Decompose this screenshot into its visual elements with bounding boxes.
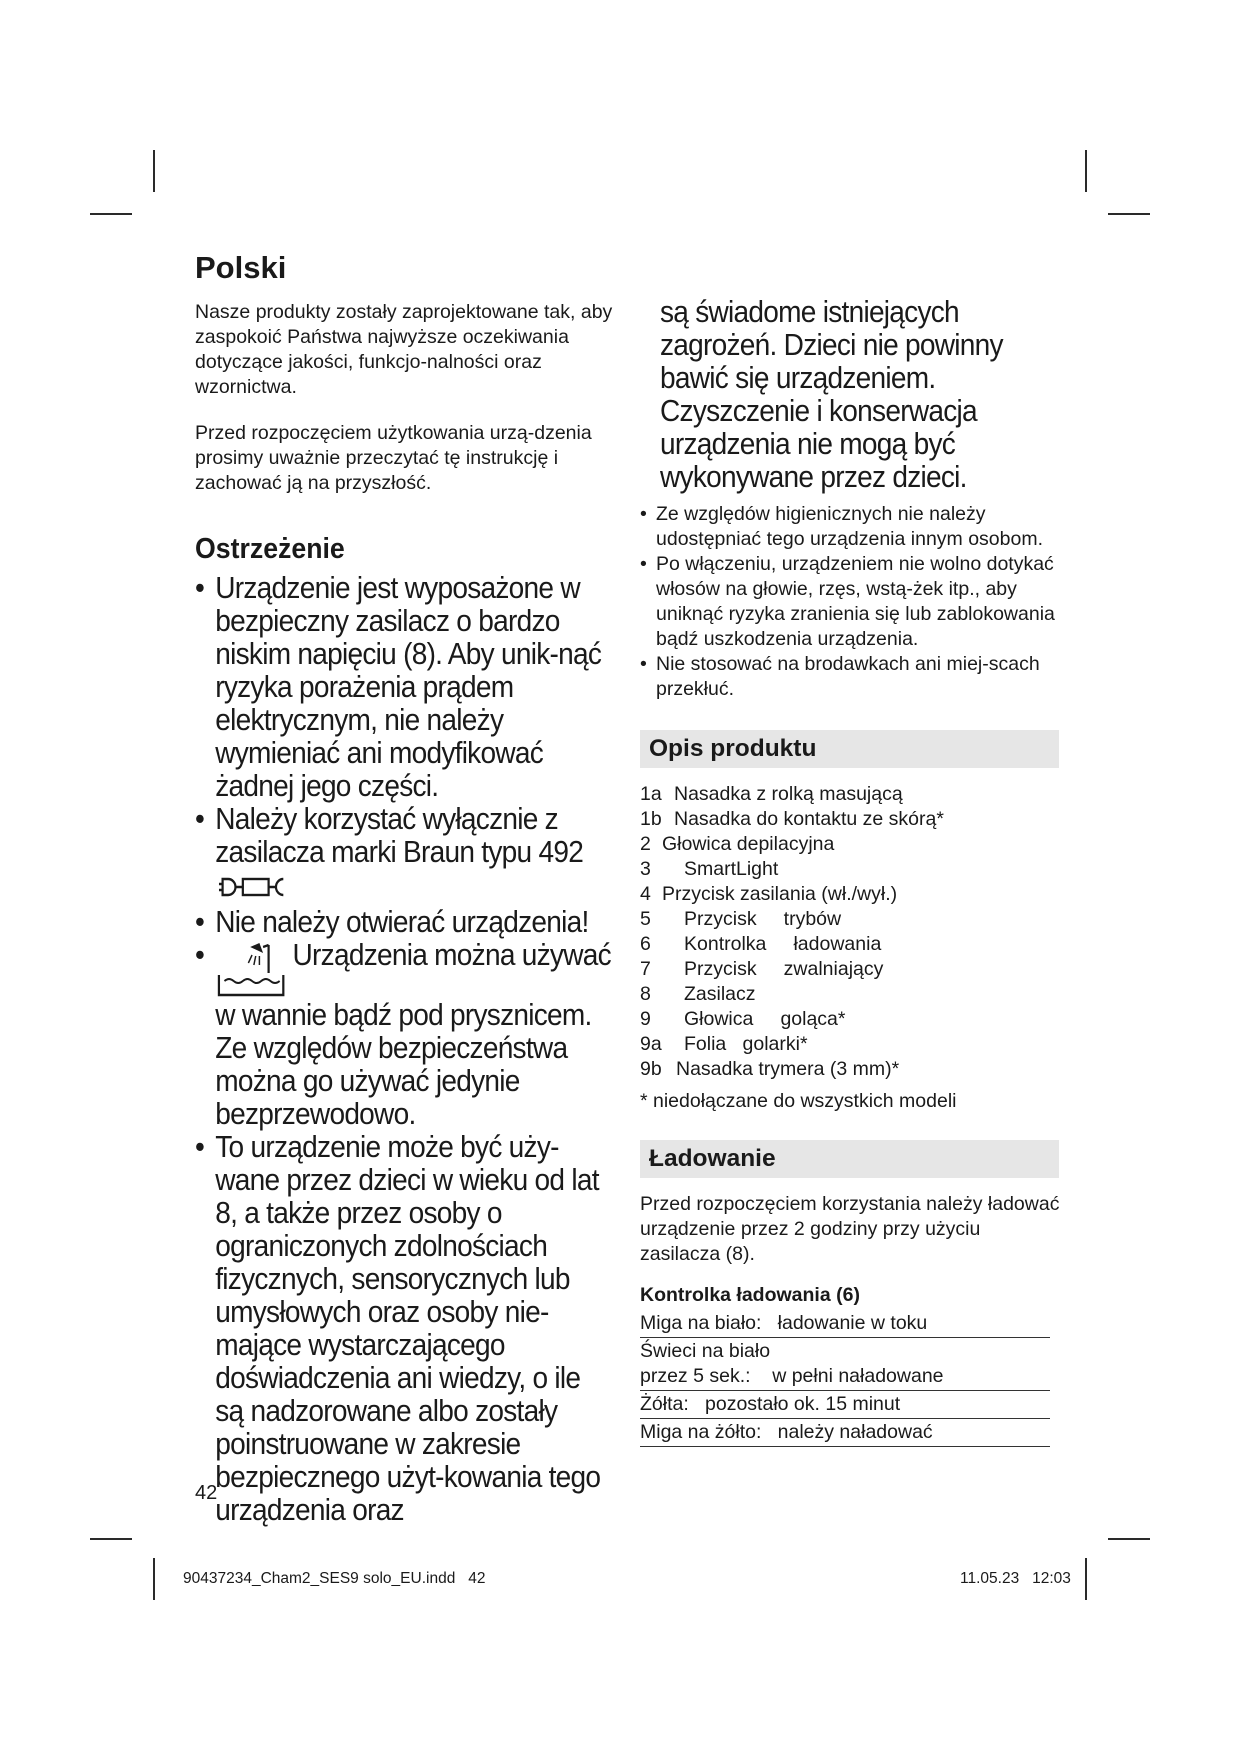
indicator-row: Miga na żółto: należy naładować <box>640 1419 1050 1447</box>
parts-row <box>640 1057 1060 1082</box>
warning-item <box>195 906 612 939</box>
bath-shower-icon <box>215 939 287 999</box>
parts-row <box>640 832 1060 857</box>
warning-continuation: są świadome istniejących zagrożeń. Dzieci nie powinny bawić się urządzeniem. Czyszczenie i konserwacja urządzenia nie mogą być wykonywane przez dzieci. <box>660 295 1003 494</box>
parts-row <box>640 782 1060 807</box>
warning-list <box>195 572 612 1527</box>
date-slug: 11.05.23 12:03 <box>960 1570 1071 1587</box>
charging-indicator-table <box>640 1310 1050 1447</box>
parts-row <box>640 932 1060 957</box>
right-column <box>640 296 1060 1447</box>
warning-item-text: Nie należy otwierać urządzenia! <box>215 905 589 939</box>
part-label: Nasadka do kontaktu ze skórą* <box>674 808 944 830</box>
file-slug: 90437234_Cham2_SES9 solo_EU.indd 42 <box>183 1570 486 1587</box>
part-label: Przycisk zwalniający <box>684 958 884 980</box>
power-supply-symbol-icon <box>219 873 285 906</box>
warning-item <box>195 803 612 906</box>
part-number: 7 <box>640 958 651 980</box>
charging-heading: Ładowanie <box>640 1140 1059 1178</box>
part-number: 5 <box>640 908 651 930</box>
part-number: 4 <box>640 883 651 905</box>
hygiene-list <box>640 502 1060 702</box>
parts-row <box>640 882 1060 907</box>
crop-mark <box>153 1558 155 1600</box>
parts-row <box>640 982 1060 1007</box>
part-label: Przycisk trybów <box>684 908 842 930</box>
warning-item <box>195 572 612 803</box>
product-description-heading: Opis produktu <box>640 730 1059 768</box>
warning-item-text: Urządzenia można używać w wannie bądź pod prysznicem. Ze względów bezpieczeństwa można go używać jedynie bezprzewodowo. <box>215 938 611 1131</box>
part-number: 1b <box>640 808 662 830</box>
parts-row <box>640 807 1060 832</box>
indicator-row: Żółta: pozostało ok. 15 minut <box>640 1391 1050 1419</box>
crop-mark <box>90 213 132 215</box>
part-number: 9 <box>640 1008 651 1030</box>
warning-item <box>195 1131 612 1527</box>
parts-row <box>640 857 1060 882</box>
parts-row <box>640 1032 1060 1057</box>
part-number: 2 <box>640 833 651 855</box>
part-number: 9a <box>640 1033 662 1055</box>
hygiene-item: • Nie stosować na brodawkach ani miej-scach przekłuć. <box>640 652 1060 702</box>
warning-item-text: To urządzenie może być uży-wane przez dzieci w wieku od lat 8, a także przez osoby o ograniczonych zdolnościach fizycznych, sensorycznych lub umysłowych oraz osoby nie-mające wystarczającego doświadczenia ani wiedzy, o ile są nadzorowane albo zostały poinstruowane w zakresie bezpiecznego użyt-kowania tego urządzenia oraz <box>215 1130 601 1527</box>
crop-mark <box>1108 1538 1150 1540</box>
crop-mark <box>1108 213 1150 215</box>
parts-list <box>640 782 1060 1082</box>
hygiene-item: • Ze względów higienicznych nie należy udostępniać tego urządzenia innym osobom. <box>640 502 1060 552</box>
part-label: Nasadka trymera (3 mm)* <box>676 1058 900 1080</box>
crop-mark <box>1085 1558 1087 1600</box>
warning-heading: Ostrzeżenie <box>195 533 345 565</box>
intro-paragraph-2: Przed rozpoczęciem użytkowania urzą-dzenia prosimy uważnie przeczytać tę instrukcję i zachować ją na przyszłość. <box>195 422 592 494</box>
parts-footnote: * niedołączane do wszystkich modeli <box>640 1090 957 1112</box>
intro-paragraph-1: Nasze produkty zostały zaprojektowane tak, aby zaspokoić Państwa najwyższe oczekiwania dotyczące jakości, funkcjo-nalności oraz wzornictwa. <box>195 301 613 398</box>
part-number: 3 <box>640 858 651 880</box>
part-number: 1a <box>640 783 662 805</box>
part-label: SmartLight <box>684 858 779 880</box>
charging-indicator-heading: Kontrolka ładowania (6) <box>640 1284 860 1306</box>
part-label: Głowica depilacyjna <box>662 833 835 855</box>
crop-mark <box>90 1538 132 1540</box>
indicator-row: Świeci na biało <box>640 1340 771 1362</box>
part-label: Zasilacz <box>684 983 756 1005</box>
charging-paragraph: Przed rozpoczęciem korzystania należy ładować urządzenie przez 2 godziny przy użyciu zasilacza (8). <box>640 1193 1060 1265</box>
parts-row <box>640 1007 1060 1032</box>
warning-item-text: Urządzenie jest wyposażone w bezpieczny zasilacz o bardzo niskim napięciu (8). Aby unik-nąć ryzyka porażenia prądem elektrycznym, nie należy wymieniać ani modyfikować żadnej jego części. <box>215 571 602 803</box>
parts-row <box>640 957 1060 982</box>
part-number: 8 <box>640 983 651 1005</box>
crop-mark <box>1085 150 1087 192</box>
page-title: Polski <box>195 250 287 285</box>
page-number: 42 <box>195 1482 218 1504</box>
parts-row <box>640 907 1060 932</box>
part-label: Kontrolka ładowania <box>684 933 882 955</box>
part-label: Nasadka z rolką masującą <box>674 783 903 805</box>
part-label: Przycisk zasilania (wł./wył.) <box>662 883 898 905</box>
part-number: 6 <box>640 933 651 955</box>
part-label: Folia golarki* <box>684 1033 808 1055</box>
part-number: 9b <box>640 1058 662 1080</box>
indicator-row: przez 5 sek.: w pełni naładowane <box>640 1364 1050 1391</box>
indicator-row: Miga na biało: ładowanie w toku <box>640 1310 1050 1338</box>
crop-mark <box>153 150 155 192</box>
warning-item <box>195 939 612 1131</box>
hygiene-item: • Po włączeniu, urządzeniem nie wolno dotykać włosów na głowie, rzęs, wstą-żek itp., aby uniknąć ryzyka zranienia się lub zablokowania bądź uszkodzenia urządzenia. <box>640 552 1060 652</box>
warning-item-text: Należy korzystać wyłącznie z zasilacza marki Braun typu 492 <box>215 802 584 869</box>
left-column <box>195 250 615 1527</box>
part-label: Głowica goląca* <box>684 1008 846 1030</box>
